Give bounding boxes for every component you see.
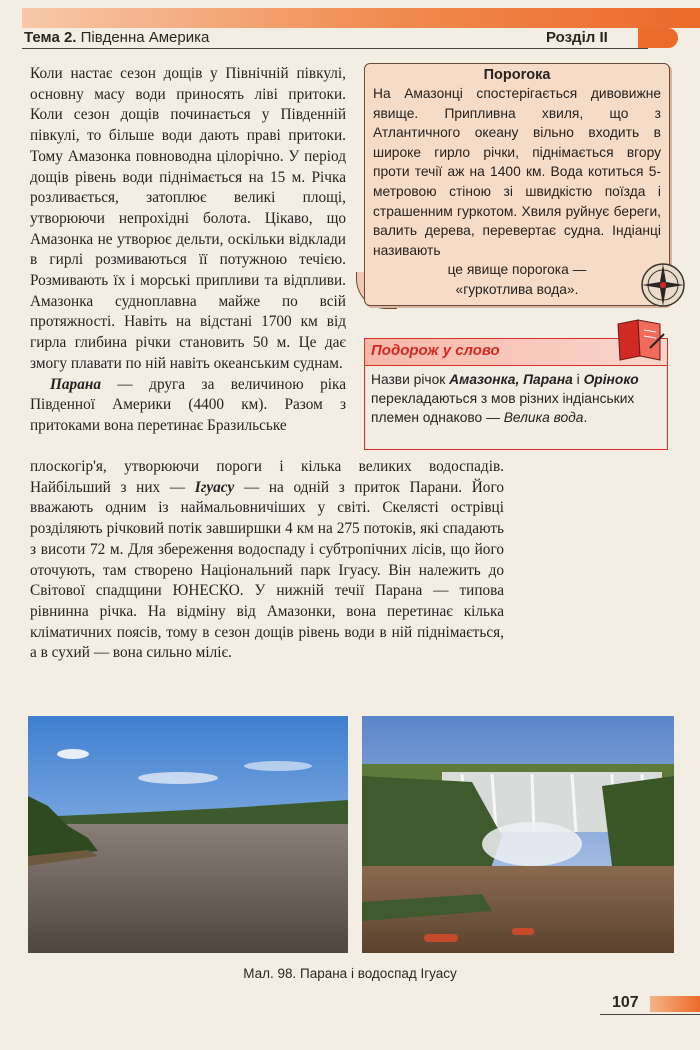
compass-icon [640, 262, 686, 308]
header-rule [22, 48, 648, 49]
iguasu-term: Ігуасу [194, 478, 235, 496]
theme-prefix: Тема 2. [24, 29, 77, 46]
header-tab [638, 28, 678, 48]
parana-paragraph-continued [30, 457, 504, 664]
wj-orinoko: Оріноко [583, 372, 639, 387]
parana-term: Парана [50, 375, 101, 393]
section-label: Розділ II [546, 29, 608, 46]
footer-band [650, 996, 700, 1012]
parana-river-photo [28, 716, 348, 953]
wj-text-d: . [583, 410, 588, 426]
pororoka-body: На Амазонці спостерігається дивовижне явище. Припливна хвиля, що з Атлантичного океану вільно входить в широке гирло річки, піднімається вгору проти течії аж на 1400 км. Вода котиться 5-метровою стіною зі швидкістю поїзда і страшенним гуркотом. Хвиля руйнує береги, валить дерева, перевертає судна. Індіанці називають [373, 86, 661, 258]
book-icon [614, 318, 666, 364]
footer-rule [600, 1014, 700, 1015]
parana-text-a: — друга за величиною ріка Південної Америки (4400 км). Разом з притоками вона перетинає Бразильське [30, 375, 346, 434]
amazon-paragraph: Коли настає сезон дощів у Північній півкулі, основну масу води приносять ліві притоки. Коли сезон дощів починається у Південній півкулі, то більше води дають праві притоки. Тому Амазонка повноводна цілорічно. У період дощів рівень води піднімається на 15 м. Річка розливається, затоплює великі площі, утворюючи непрохідні болота. Цікаво, що Амазонка не утворює дельти, оскільки відклади в гирлі розмиваються її потужною течією. Розмивають їх і морські припливи та відпливи. Амазонка судноплавна майже по всій протяжності. Навіть на відстані 1700 км від гирла глибина річки становить 50 м. Це дає змогу плавати по ній навіть океанським суднам. [30, 65, 346, 372]
pororoka-end-2: «гуркотлива вода». [455, 281, 579, 297]
parana-paragraph-start [30, 375, 346, 437]
main-column-top [30, 64, 346, 437]
page-number: 107 [612, 994, 639, 1011]
main-column-bottom [30, 457, 504, 664]
figure-caption: Мал. 98. Парана і водоспад Ігуасу [243, 966, 457, 981]
header-band [22, 8, 700, 28]
wj-rivers: Амазонка, Парана [449, 372, 573, 387]
pororoka-text [373, 84, 661, 300]
iguasu-falls-photo [362, 716, 674, 953]
parana-text-b: плоскогір'я, утворюючи пороги і кілька великих водоспадів. Найбільший з них — [30, 458, 504, 496]
wj-text-a: Назви річок [371, 372, 450, 387]
wj-text-b: і [572, 372, 584, 387]
pororoka-title: Пороrока [483, 67, 551, 83]
parana-text-c: — на одній з приток Парани. Його вважають одним із наймальовничіших у світі. Скелясті острівці розділяють річковий потік завширшки 4 км на 275 потоків, які спадають з висоти 72 м. Для збереження водоспаду і субтропічних лісів, що його оточують, там створено Національний парк Ігуасу. Він належить до Світової спадщини ЮНЕСКО. У нижній течії Парана — типова рівнинна річка. На відміну від Амазонки, вона перетинає кілька кліматичних поясів, тому в сезон дощів рівень води в ній піднімається, а в сухий — вона сильно міліє. [30, 478, 504, 662]
pororoka-box [364, 63, 670, 306]
wj-text-c: перекладаються з мов різних індіанських племен однаково — [371, 391, 635, 426]
theme-label [24, 29, 209, 46]
word-journey-text [371, 370, 659, 428]
pororoka-end-1: це явище пороrока — [447, 262, 587, 278]
word-journey-title: Подорож у слово [371, 342, 500, 359]
theme-title: Південна Америка [76, 29, 210, 46]
wj-meaning: Велика вода [503, 410, 584, 426]
